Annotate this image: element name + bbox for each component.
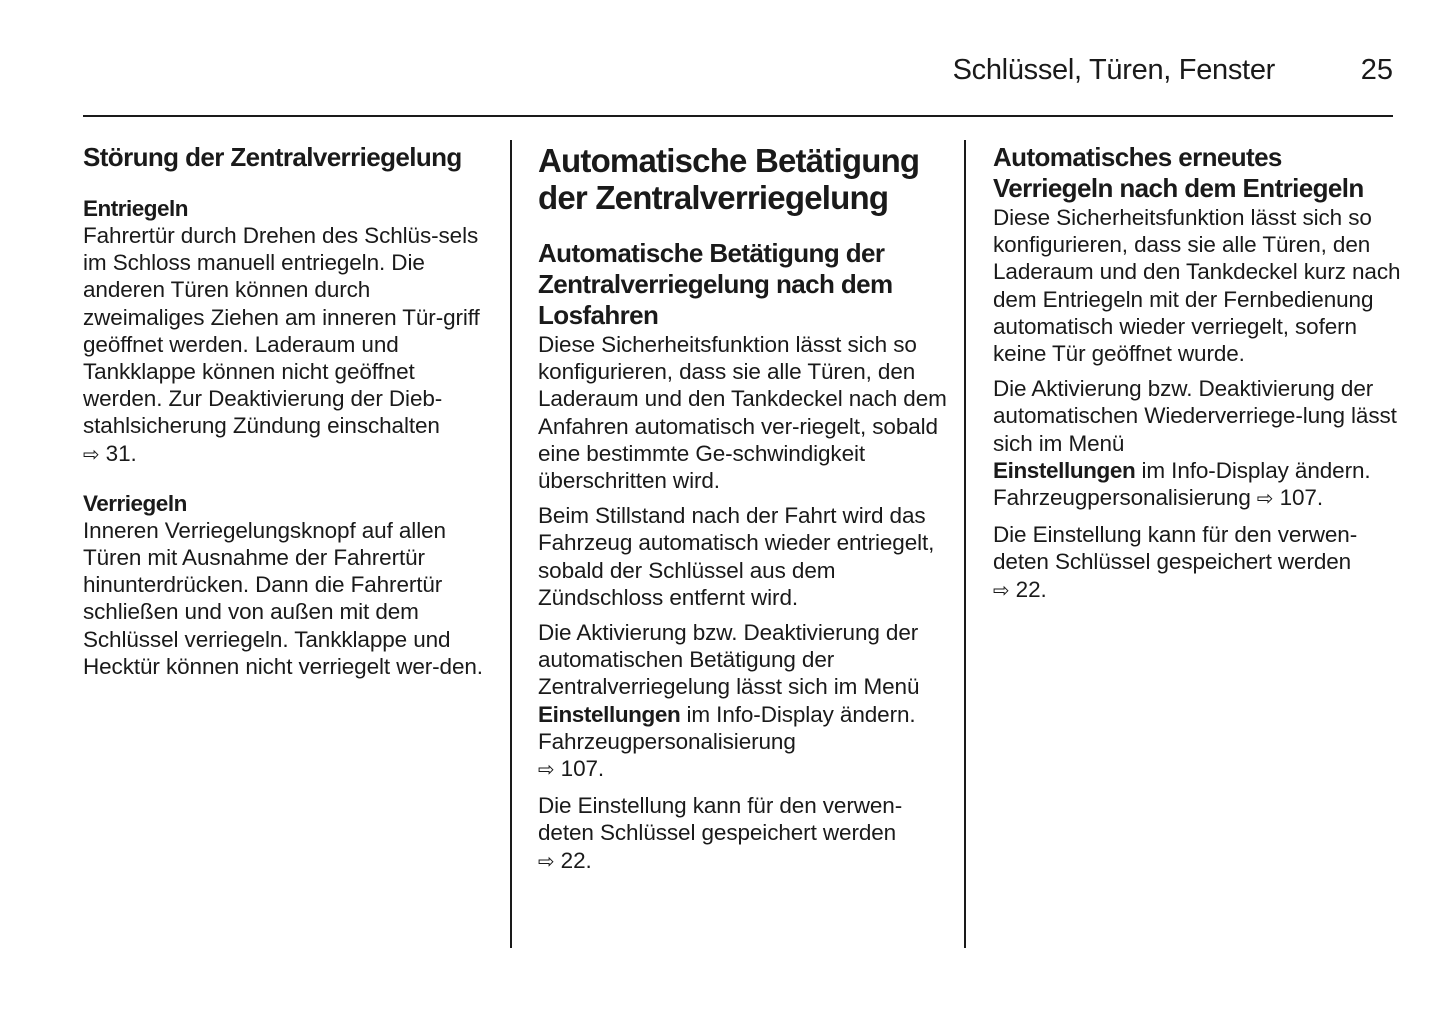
paragraph-3: Die Einstellung kann für den verwen-deten Schlüssel gespeichert werden ⇨ 22.: [993, 521, 1403, 605]
subheading-nach-losfahren: Automatische Betätigung der Zentralverriegelung nach dem Losfahren: [538, 238, 893, 330]
paragraph-1: Diese Sicherheitsfunktion lässt sich so konfigurieren, dass sie alle Türen, den Laderaum und den Tankdeckel nach dem Anfahren automatisch ver-riegelt, sobald eine bestimmte Ge-schwindigkeit überschritten wird.: [538, 332, 947, 494]
paragraph-4: Die Einstellung kann für den verwen-deten Schlüssel gespeichert werden ⇨ 22.: [538, 792, 948, 876]
paragraph-2: Die Aktivierung bzw. Deaktivierung der automatischen Wiederverriege-lung lässt sich im Menü Einstellungen im Info-Display ändern. Fahrzeugpersonalisierung ⇨ 107.: [993, 375, 1403, 513]
subheading-entriegeln: Entriegeln: [83, 196, 189, 221]
page-number: 25: [1360, 54, 1393, 86]
paragraph-1: Diese Sicherheitsfunktion lässt sich so konfigurieren, dass sie alle Türen, den Laderaum und den Tankdeckel kurz nach dem Entriegeln mit der Fernbedienung automatisch wieder verriegelt, sofern keine Tür geöffnet wurde.: [993, 205, 1401, 367]
paragraph-verriegeln: Inneren Verriegelungsknopf auf allen Türen mit Ausnahme der Fahrertür hinunterdrücken. Dann die Fahrertür schließen und von außen mit dem Schlüssel verriegeln. Tankklappe und Hecktür können nicht verriegelt wer-den.: [83, 517, 483, 679]
page-reference: 22.: [560, 847, 592, 873]
page-reference: 107.: [560, 756, 605, 782]
subheading-verriegeln: Verriegeln: [83, 490, 187, 516]
reference-arrow-icon: ⇨: [993, 579, 1010, 602]
reference-arrow-icon: ⇨: [538, 850, 555, 873]
paragraph-3: Die Aktivierung bzw. Deaktivierung der automatischen Betätigung der Zentralverriegelung lässt sich im Menü Einstellungen im Info-Display ändern. Fahrzeugpersonalisierung ⇨ 107.: [538, 619, 948, 784]
column-divider-1: [510, 140, 512, 948]
column-3: [993, 138, 1403, 605]
menu-term: Einstellungen: [993, 457, 1136, 483]
column-divider-2: [964, 140, 966, 948]
page-reference: 107.: [1279, 485, 1323, 511]
reference-arrow-icon: ⇨: [1256, 488, 1274, 511]
section-heading-automatische-betaetigung: Automatische Betätigung der Zentralverriegelung: [538, 142, 920, 216]
page-reference: 31.: [105, 440, 137, 466]
page-header: [83, 52, 1393, 92]
section-heading-erneutes-verriegeln: Automatisches erneutes Verriegeln nach dem Entriegeln: [993, 142, 1364, 203]
paragraph-2: Beim Stillstand nach der Fahrt wird das Fahrzeug automatisch wieder entriegelt, sobald der Schlüssel aus dem Zündschloss entfernt wird.: [538, 503, 935, 610]
reference-arrow-icon: ⇨: [538, 759, 555, 782]
paragraph-entriegeln: Fahrertür durch Drehen des Schlüs-sels im Schloss manuell entriegeln. Die anderen Türen können durch zweimaliges Ziehen am inneren Tür-griff geöffnet werden. Laderaum und Tankklappe können nicht geöffnet werden. Zur Deaktivierung der Dieb-stahlsicherung Zündung einschalten ⇨ 31.: [83, 222, 493, 469]
column-1: [83, 138, 493, 680]
section-heading-stoerung: Störung der Zentralverriegelung: [83, 142, 462, 172]
menu-term: Einstellungen: [538, 701, 681, 727]
column-2: [538, 138, 948, 876]
header-title: Schlüssel, Türen, Fenster: [952, 54, 1275, 86]
header-rule: [83, 115, 1393, 117]
reference-arrow-icon: ⇨: [83, 443, 100, 466]
page-reference: 22.: [1015, 576, 1047, 602]
